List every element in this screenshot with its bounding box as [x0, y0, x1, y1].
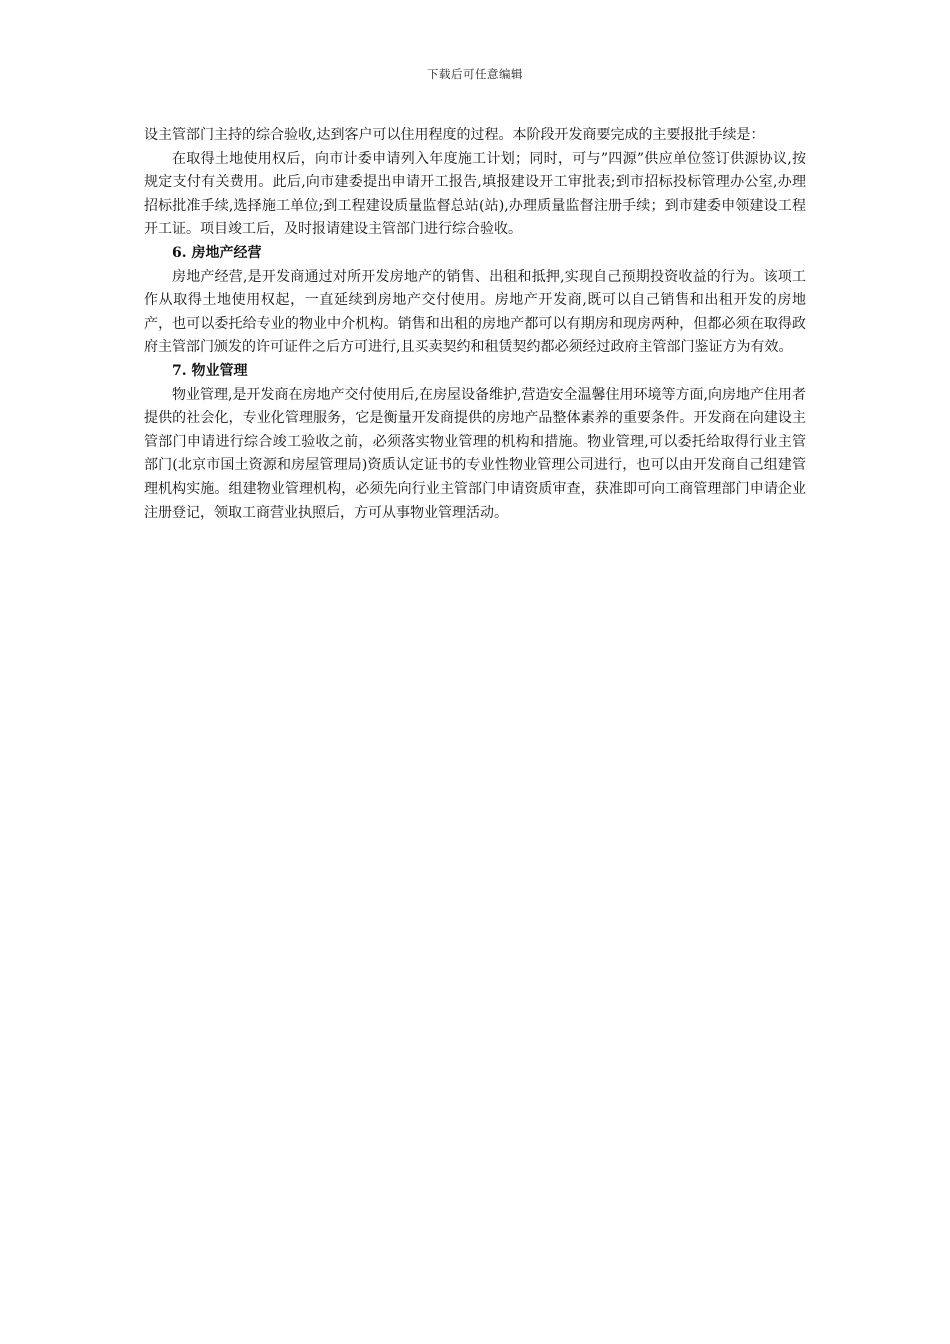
section-7-paragraph: 物业管理,是开发商在房地产交付使用后,在房屋设备维护,营造安全温馨住用环境等方面,向房地产住用者提供的社会化，专业化管理服务，它是衡量开发商提供的房地产品整体素养的重要条件。开发商在向建设主管部门申请进行综合竣工验收之前，必须落实物业管理的机构和措施。物业管理,可以委托给取得行业主管部门(北京市国土资源和房屋管理局)资质认定证书的专业性物业管理公司进行，也可以由开发商自己组建管理机构实施。组建物业管理机构，必须先向行业主管部门申请资质审查，获准即可向工商管理部门申请企业注册登记，领取工商营业执照后，方可从事物业管理活动。: [144, 386, 806, 521]
document-body: [144, 124, 806, 525]
section-6-heading: 6. 房地产经营: [172, 244, 262, 261]
page-header: 下载后可任意编辑: [427, 67, 523, 81]
section-6-paragraph: 房地产经营,是开发商通过对所开发房地产的销售、出租和抵押,实现自己预期投资收益的行为。该项工作从取得土地使用权起，一直延续到房地产交付使用。房地产开发商,既可以自己销售和出租开发的房地产，也可以委托给专业的物业中介机构。销售和出租的房地产都可以有期房和现房两种，但都必须在取得政府主管部门颁发的许可证件之后方可进行,且买卖契约和租赁契约都必须经过政府主管部门鉴证方为有效。: [144, 268, 806, 356]
procedures-paragraph: 在取得土地使用权后，向市计委申请列入年度施工计划；同时，可与”四源”供应单位签订供源协议,按规定支付有关费用。此后,向市建委提出申请开工报告,填报建设开工审批表;到市招标投标管理办公室,办理招标批准手续,选择施工单位;到工程建设质量监督总站(站),办理质量监督注册手续；到市建委申领建设工程开工证。项目竣工后，及时报请建设主管部门进行综合验收。: [144, 150, 806, 238]
section-7-heading: 7. 物业管理: [172, 362, 248, 379]
continued-paragraph: 设主管部门主持的综合验收,达到客户可以住用程度的过程。本阶段开发商要完成的主要报批手续是：: [144, 127, 765, 143]
